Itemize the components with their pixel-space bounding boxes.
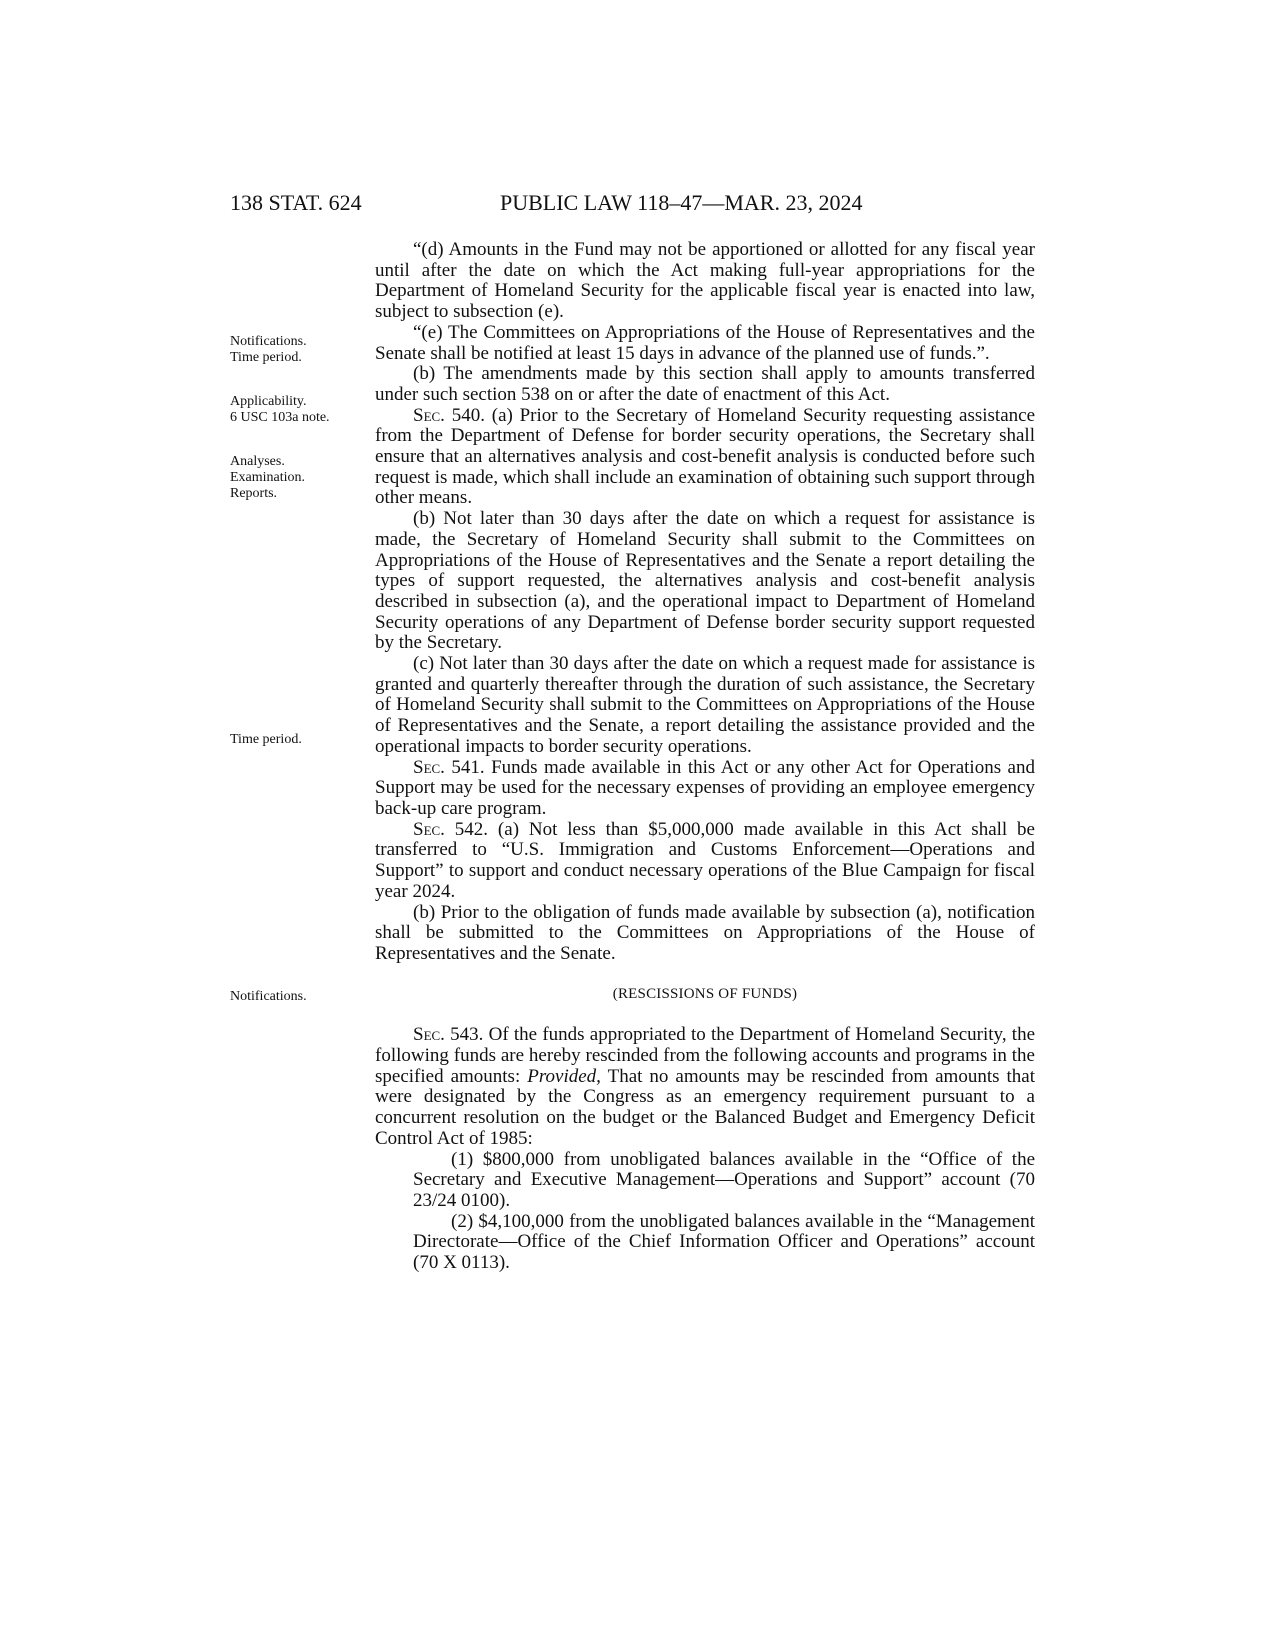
paragraph-sec-540-b: (b) Not later than 30 days after the date on which a request for assistance is made, the Secretary of Homeland Security shall submit to the Committees on Appropriations of the House of Representatives and the Senate a report detailing the types of support requested, the alternatives analysis and cost-benefit analysis described in subsection (a), and the operational impact to Department of Homeland Security operations of any Department of Defense border security support requested by the Secretary.: [375, 508, 1035, 654]
statute-text-column: [375, 240, 1035, 1274]
margin-note-notifications: Notifications.: [230, 989, 307, 1004]
paragraph-sec-541: Sec. 541. Funds made available in this Act or any other Act for Operations and Support may be used for the necessary expenses of providing an employee emergency back-up care program.: [375, 756, 1035, 819]
statute-page-number: 138 STAT. 624: [230, 190, 362, 215]
paragraph-sec-542-b: (b) Prior to the obligation of funds made available by subsection (a), notification shall be submitted to the Committees on Appropriations of the House of Representatives and the Senate.: [375, 901, 1035, 964]
margin-note-applicability: Applicability. 6 USC 103a note.: [230, 394, 330, 425]
paragraph-sec-540-c: (c) Not later than 30 days after the date on which a request made for assistance is granted and quarterly thereafter through the duration of such assistance, the Secretary of Homeland Security shall submit to the Committees on Appropriations of the House of Representatives and the Senate, a report detailing the assistance provided and the operational impacts to border security operations.: [375, 653, 1035, 757]
rescissions-heading: (RESCISSIONS OF FUNDS): [612, 985, 798, 1002]
margin-note-notifications-time-period: Notifications. Time period.: [230, 334, 307, 365]
page-header: [230, 190, 1035, 220]
rescission-item-1: (1) $800,000 from unobligated balances available in the “Office of the Secretary and Executive Management—Operations and Support” account (70 23/24 0100).: [413, 1148, 1035, 1211]
rescission-item-2: (2) $4,100,000 from the unobligated balances available in the “Management Directorate—Office of the Chief Information Officer and Operations” account (70 X 0113).: [413, 1210, 1035, 1274]
margin-note-time-period: Time period.: [230, 732, 302, 747]
paragraph-amendments-applicability: (b) The amendments made by this section shall apply to amounts transferred under such section 538 on or after the date of enactment of this Act.: [375, 363, 1035, 405]
paragraph-sec-540-a: Sec. 540. (a) Prior to the Secretary of Homeland Security requesting assistance from the Department of Defense for border security operations, the Secretary shall ensure that an alternatives analysis and cost-benefit analysis is conducted before such request is made, which shall include an examination of obtaining such support through other means.: [375, 404, 1035, 509]
paragraph-sec-542-a: Sec. 542. (a) Not less than $5,000,000 made available in this Act shall be transferred to “U.S. Immigration and Customs Enforcement—Operations and Support” to support and conduct necessary operations of the Blue Campaign for fiscal year 2024.: [375, 818, 1035, 902]
paragraph-sec-543: Sec. 543. Of the funds appropriated to the Department of Homeland Security, the following funds are hereby rescinded from the following accounts and programs in the specified amounts: Provided, That no amounts may be rescinded from amounts that were designated by the Congress as an emergency requirement pursuant to a concurrent resolution on the budget or the Balanced Budget and Emergency Deficit Control Act of 1985:: [375, 1024, 1035, 1149]
public-law-title: PUBLIC LAW 118–47—MAR. 23, 2024: [500, 190, 863, 215]
margin-note-analyses: Analyses. Examination. Reports.: [230, 454, 306, 501]
paragraph-subsection-e: “(e) The Committees on Appropriations of the House of Representatives and the Senate shall be notified at least 15 days in advance of the planned use of funds.”.: [375, 321, 1035, 364]
paragraph-subsection-d: “(d) Amounts in the Fund may not be apportioned or allotted for any fiscal year until after the date on which the Act making full-year appropriations for the Department of Homeland Security for the applicable fiscal year is enacted into law, subject to subsection (e).: [375, 239, 1035, 323]
